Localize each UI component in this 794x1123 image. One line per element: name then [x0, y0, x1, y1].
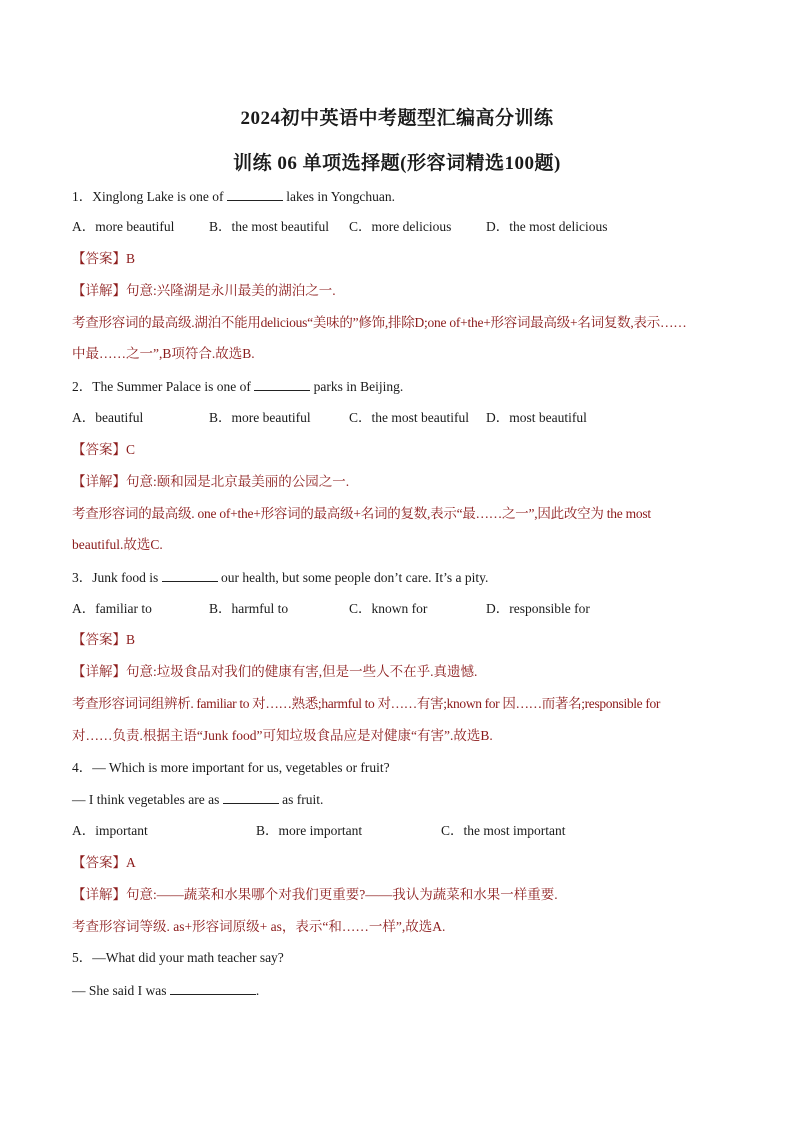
answer-label: 【答案】: [72, 632, 126, 647]
question-2-stem: [72, 376, 722, 397]
answer-value: A: [126, 855, 136, 870]
option-b: B．harmful to: [209, 601, 289, 616]
stem-text: .: [255, 983, 260, 998]
document-subtitle: 训练 06 单项选择题(形容词精选100题): [233, 153, 561, 174]
explain-text: 句意:颐和园是北京最美丽的公园之一.: [126, 474, 350, 489]
question-5-stem-line-1: 5．—What did your math teacher say?: [72, 950, 284, 965]
document-title: 2024初中英语中考题型汇编高分训练: [240, 108, 554, 129]
question-5-stem-line-2: [72, 980, 722, 1001]
answer-value: B: [126, 632, 136, 647]
answer-blank: [227, 186, 283, 201]
question-2-explain: [72, 472, 722, 492]
answer-blank: [162, 567, 218, 582]
stem-text: lakes in Yongchuan.: [282, 189, 395, 204]
question-1-analysis-line-1: 考查形容词的最高级.湖泊不能用delicious“美味的”修饰,排除D;one of+the+形容词最高级+名词复数,表示……: [72, 315, 687, 330]
explain-label: 【详解】: [72, 664, 126, 679]
question-2-analysis-line-2: beautiful.故选C.: [72, 537, 163, 552]
option-c: C．more delicious: [349, 219, 452, 234]
question-1-options: [72, 217, 722, 237]
question-4-explain: [72, 885, 722, 905]
option-a: A．more beautiful: [72, 219, 175, 234]
question-4-answer: [72, 853, 722, 873]
question-2-answer: [72, 440, 722, 460]
stem-text: 2．The Summer Palace is one of: [72, 379, 255, 394]
question-1-stem: [72, 186, 722, 207]
answer-value: C: [126, 442, 136, 457]
question-4-analysis-line-1: 考查形容词等级. as+形容词原级+ as，表示“和……一样”,故选A.: [72, 919, 446, 934]
option-d: D．the most delicious: [486, 219, 608, 234]
question-3-options: [72, 599, 722, 619]
option-d: D．responsible for: [486, 601, 590, 616]
option-c: C．the most beautiful: [349, 410, 469, 425]
option-a: A．important: [72, 823, 148, 838]
option-c: C．the most important: [441, 823, 566, 838]
option-a: A．familiar to: [72, 601, 152, 616]
question-3-answer: [72, 630, 722, 650]
stem-text: parks in Beijing.: [310, 379, 404, 394]
answer-blank: [170, 980, 256, 995]
option-b: B．more beautiful: [209, 410, 311, 425]
stem-text: 3．Junk food is: [72, 570, 162, 585]
explain-label: 【详解】: [72, 474, 126, 489]
stem-text: — I think vegetables are as: [72, 792, 223, 807]
answer-blank: [223, 789, 279, 804]
question-3-explain: [72, 662, 722, 682]
question-3-analysis-line-2: 对……负责.根据主语“Junk food”可知垃圾食品应是对健康“有害”.故选B.: [72, 728, 493, 743]
answer-value: B: [126, 251, 136, 266]
question-3-analysis-line-1: 考查形容词词组辨析. familiar to 对……熟悉;harmful to 对……有害;known for 因……而著名;responsible for: [72, 696, 661, 711]
question-1-answer: [72, 249, 722, 269]
answer-blank: [254, 376, 310, 391]
explain-label: 【详解】: [72, 283, 126, 298]
question-4-stem-line-1: 4．— Which is more important for us, vegetables or fruit?: [72, 760, 390, 775]
question-4-options: [72, 821, 722, 841]
answer-label: 【答案】: [72, 855, 126, 870]
explain-label: 【详解】: [72, 887, 126, 902]
option-b: B．more important: [256, 823, 363, 838]
question-3-stem: [72, 567, 722, 588]
option-a: A．beautiful: [72, 410, 144, 425]
question-2-options: [72, 408, 722, 428]
stem-text: — She said I was: [72, 983, 170, 998]
question-1-explain: [72, 281, 722, 301]
answer-label: 【答案】: [72, 442, 126, 457]
question-1-analysis-line-2: 中最……之一”,B项符合.故选B.: [72, 346, 255, 361]
explain-text: 句意:——蔬菜和水果哪个对我们更重要?——我认为蔬菜和水果一样重要.: [126, 887, 558, 902]
answer-label: 【答案】: [72, 251, 126, 266]
question-4-stem-line-2: [72, 789, 722, 810]
option-c: C．known for: [349, 601, 428, 616]
stem-text: as fruit.: [278, 792, 324, 807]
option-b: B．the most beautiful: [209, 219, 329, 234]
stem-text: 1．Xinglong Lake is one of: [72, 189, 227, 204]
stem-text: our health, but some people don’t care. It’s a pity.: [217, 570, 489, 585]
question-2-analysis-line-1: 考查形容词的最高级. one of+the+形容词的最高级+名词的复数,表示“最……之一”,因此改空为 the most: [72, 506, 651, 521]
explain-text: 句意:兴隆湖是永川最美的湖泊之一.: [126, 283, 336, 298]
explain-text: 句意:垃圾食品对我们的健康有害,但是一些人不在乎.真遗憾.: [126, 664, 478, 679]
option-d: D．most beautiful: [486, 410, 587, 425]
